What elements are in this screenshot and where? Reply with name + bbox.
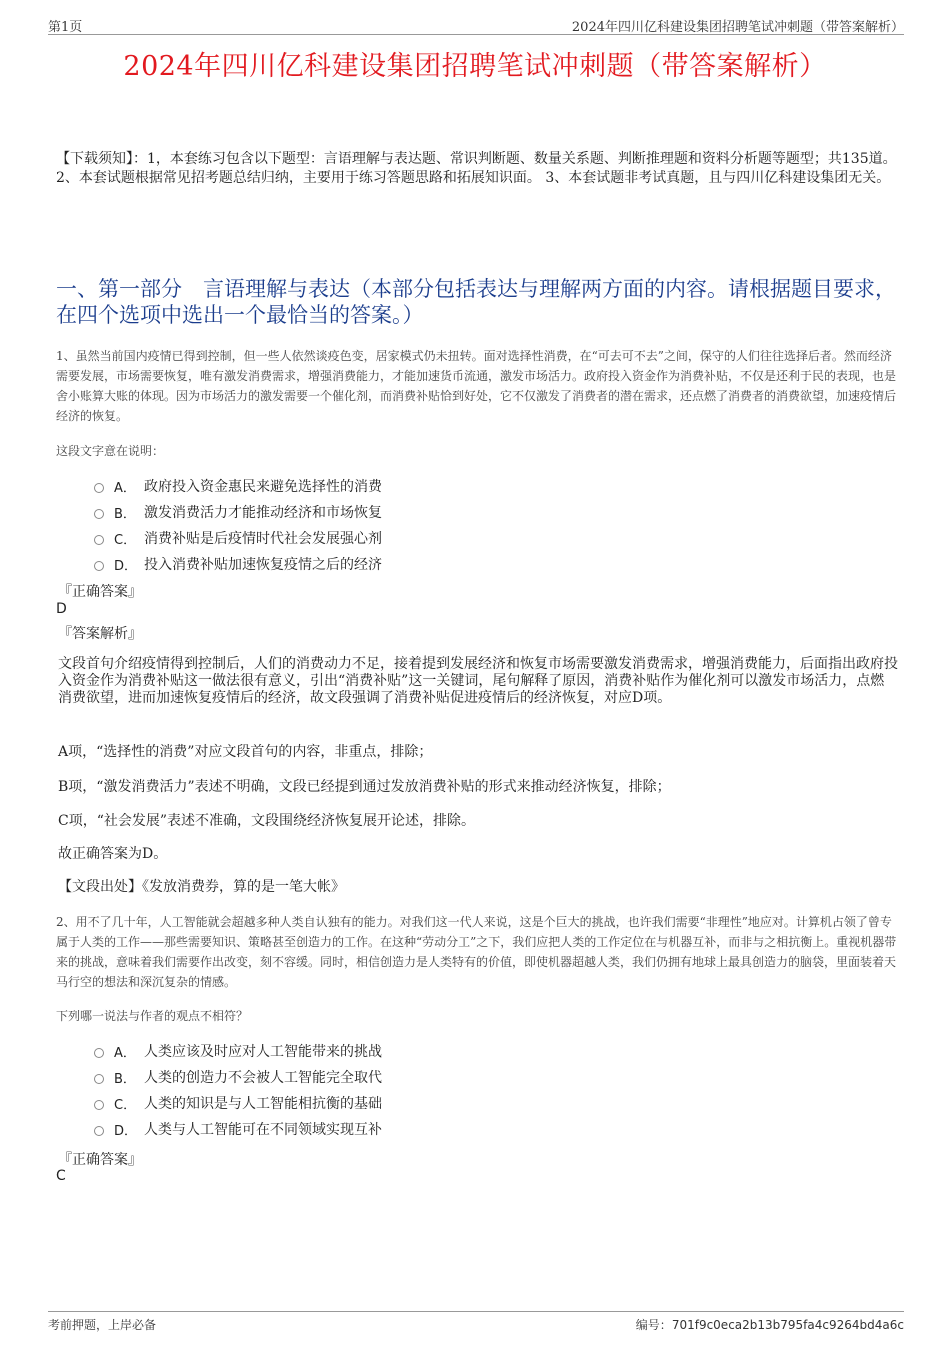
analysis-option-a: A项，“选择性的消费”对应文段首句的内容，非重点，排除； [58,744,433,760]
option-a[interactable]: A． 人类应该及时应对人工智能带来的挑战 [94,1038,382,1064]
download-notice: 【下载须知】：1，本套练习包含以下题型：言语理解与表达题、常识判断题、数量关系题、判断推理题和资料分析题等题型；共135道。 2、本套试题根据常见招考题总结归纳，主要用于练习答题思路和拓展知识面。 3、本套试题非考试真题，且与四川亿科建设集团无关。 [56,151,897,186]
radio-icon[interactable] [94,561,104,571]
option-d[interactable]: D． 投入消费补贴加速恢复疫情之后的经济 [94,551,382,577]
question-2-options [94,1038,382,1142]
page-number: 第1页 [48,20,83,35]
footer-slogan: 考前押题，上岸必备 [48,1318,157,1332]
answer-label: 『正确答案』 [58,584,142,600]
option-a[interactable]: A． 政府投入资金惠民来避免选择性的消费 [94,473,382,499]
question-2-prompt: 下列哪一说法与作者的观点不相符？ [56,1009,249,1023]
analysis-option-b: B项，“激发消费活力”表述不明确，文段已经提到通过发放消费补贴的形式来推动经济恢复，排除； [58,779,671,795]
document-title: 2024年四川亿科建设集团招聘笔试冲刺题（带答案解析） [123,51,827,82]
footer-code: 编号：701f9c0eca2b13b795fa4c9264bd4a6c [635,1318,904,1332]
radio-icon[interactable] [94,1074,104,1084]
analysis-conclusion: 故正确答案为D。 [58,846,168,862]
radio-icon[interactable] [94,509,104,519]
option-c[interactable]: C． 人类的知识是与人工智能相抗衡的基础 [94,1090,382,1116]
question-1-prompt: 这段文字意在说明： [56,444,165,458]
radio-icon[interactable] [94,483,104,493]
option-c[interactable]: C． 消费补贴是后疫情时代社会发展强心剂 [94,525,382,551]
question-1-text: 1、虽然当前国内疫情已得到控制，但一些人依然谈疫色变，居家模式仍未扭转。面对选择性消费，在“可去可不去”之间，保守的人们往往选择后者。然而经济需要发展，市场需要恢复，唯有激发消费需求，增强消费能力，才能加速货币流通，激发市场活力。政府投入资金作为消费补贴，不仅是还利于民的表现，也是舍小账算大账的体现。因为市场活力的激发需要一个催化剂，而消费补贴恰到好处，它不仅激发了消费者的潜在需求，还点燃了消费者的消费欲望，加速疫情后经济的恢复。 [56,349,897,423]
analysis-option-c: C项，“社会发展”表述不准确，文段围绕经济恢复展开论述，排除。 [58,813,476,829]
question-2-text: 2、用不了几十年，人工智能就会超越多种人类自认独有的能力。对我们这一代人来说，这是个巨大的挑战，也许我们需要“非理性”地应对。计算机占领了曾专属于人类的工作——那些需要知识、策略甚至创造力的工作。在这种“劳动分工”之下，我们应把人类的工作定位在与机器互补，而非与之相抗衡上。重视机器带来的挑战，意味着我们需要作出改变，刻不容缓。同时，相信创造力是人类特有的价值，即使机器超越人类，我们仍拥有地球上最具创造力的脑袋，里面装着天马行空的想法和深沉复杂的情感。 [56,915,897,989]
radio-icon[interactable] [94,1100,104,1110]
page-footer [48,1311,904,1334]
answer-value: D [56,601,67,617]
question-1-options [94,473,382,577]
option-b[interactable]: B． 人类的创造力不会被人工智能完全取代 [94,1064,382,1090]
option-d[interactable]: D． 人类与人工智能可在不同领域实现互补 [94,1116,382,1142]
radio-icon[interactable] [94,1126,104,1136]
header-doc-title: 2024年四川亿科建设集团招聘笔试冲刺题（带答案解析） [571,20,904,35]
radio-icon[interactable] [94,535,104,545]
option-b[interactable]: B． 激发消费活力才能推动经济和市场恢复 [94,499,382,525]
analysis-source: 【文段出处】《发放消费券，算的是一笔大帐》 [58,879,345,895]
section-heading: 一、第一部分 言语理解与表达（本部分包括表达与理解两方面的内容。请根据题目要求，在四个选项中选出一个最恰当的答案。） [56,277,896,327]
page-header [48,14,904,35]
radio-icon[interactable] [94,1048,104,1058]
analysis-label: 『答案解析』 [58,626,142,642]
answer-value: C [56,1168,66,1184]
analysis-paragraph: 文段首句介绍疫情得到控制后，人们的消费动力不足，接着提到发展经济和恢复市场需要激发消费需求，增强消费能力，后面指出政府投入资金作为消费补贴这一做法很有意义，引出“消费补贴”这一关键词，尾句解释了原因，消费补贴作为催化剂可以激发市场活力，点燃消费欲望，进而加速恢复疫情后的经济，故文段强调了消费补贴促进疫情后的经济恢复，对应D项。 [58,656,898,706]
answer-label: 『正确答案』 [58,1152,142,1168]
